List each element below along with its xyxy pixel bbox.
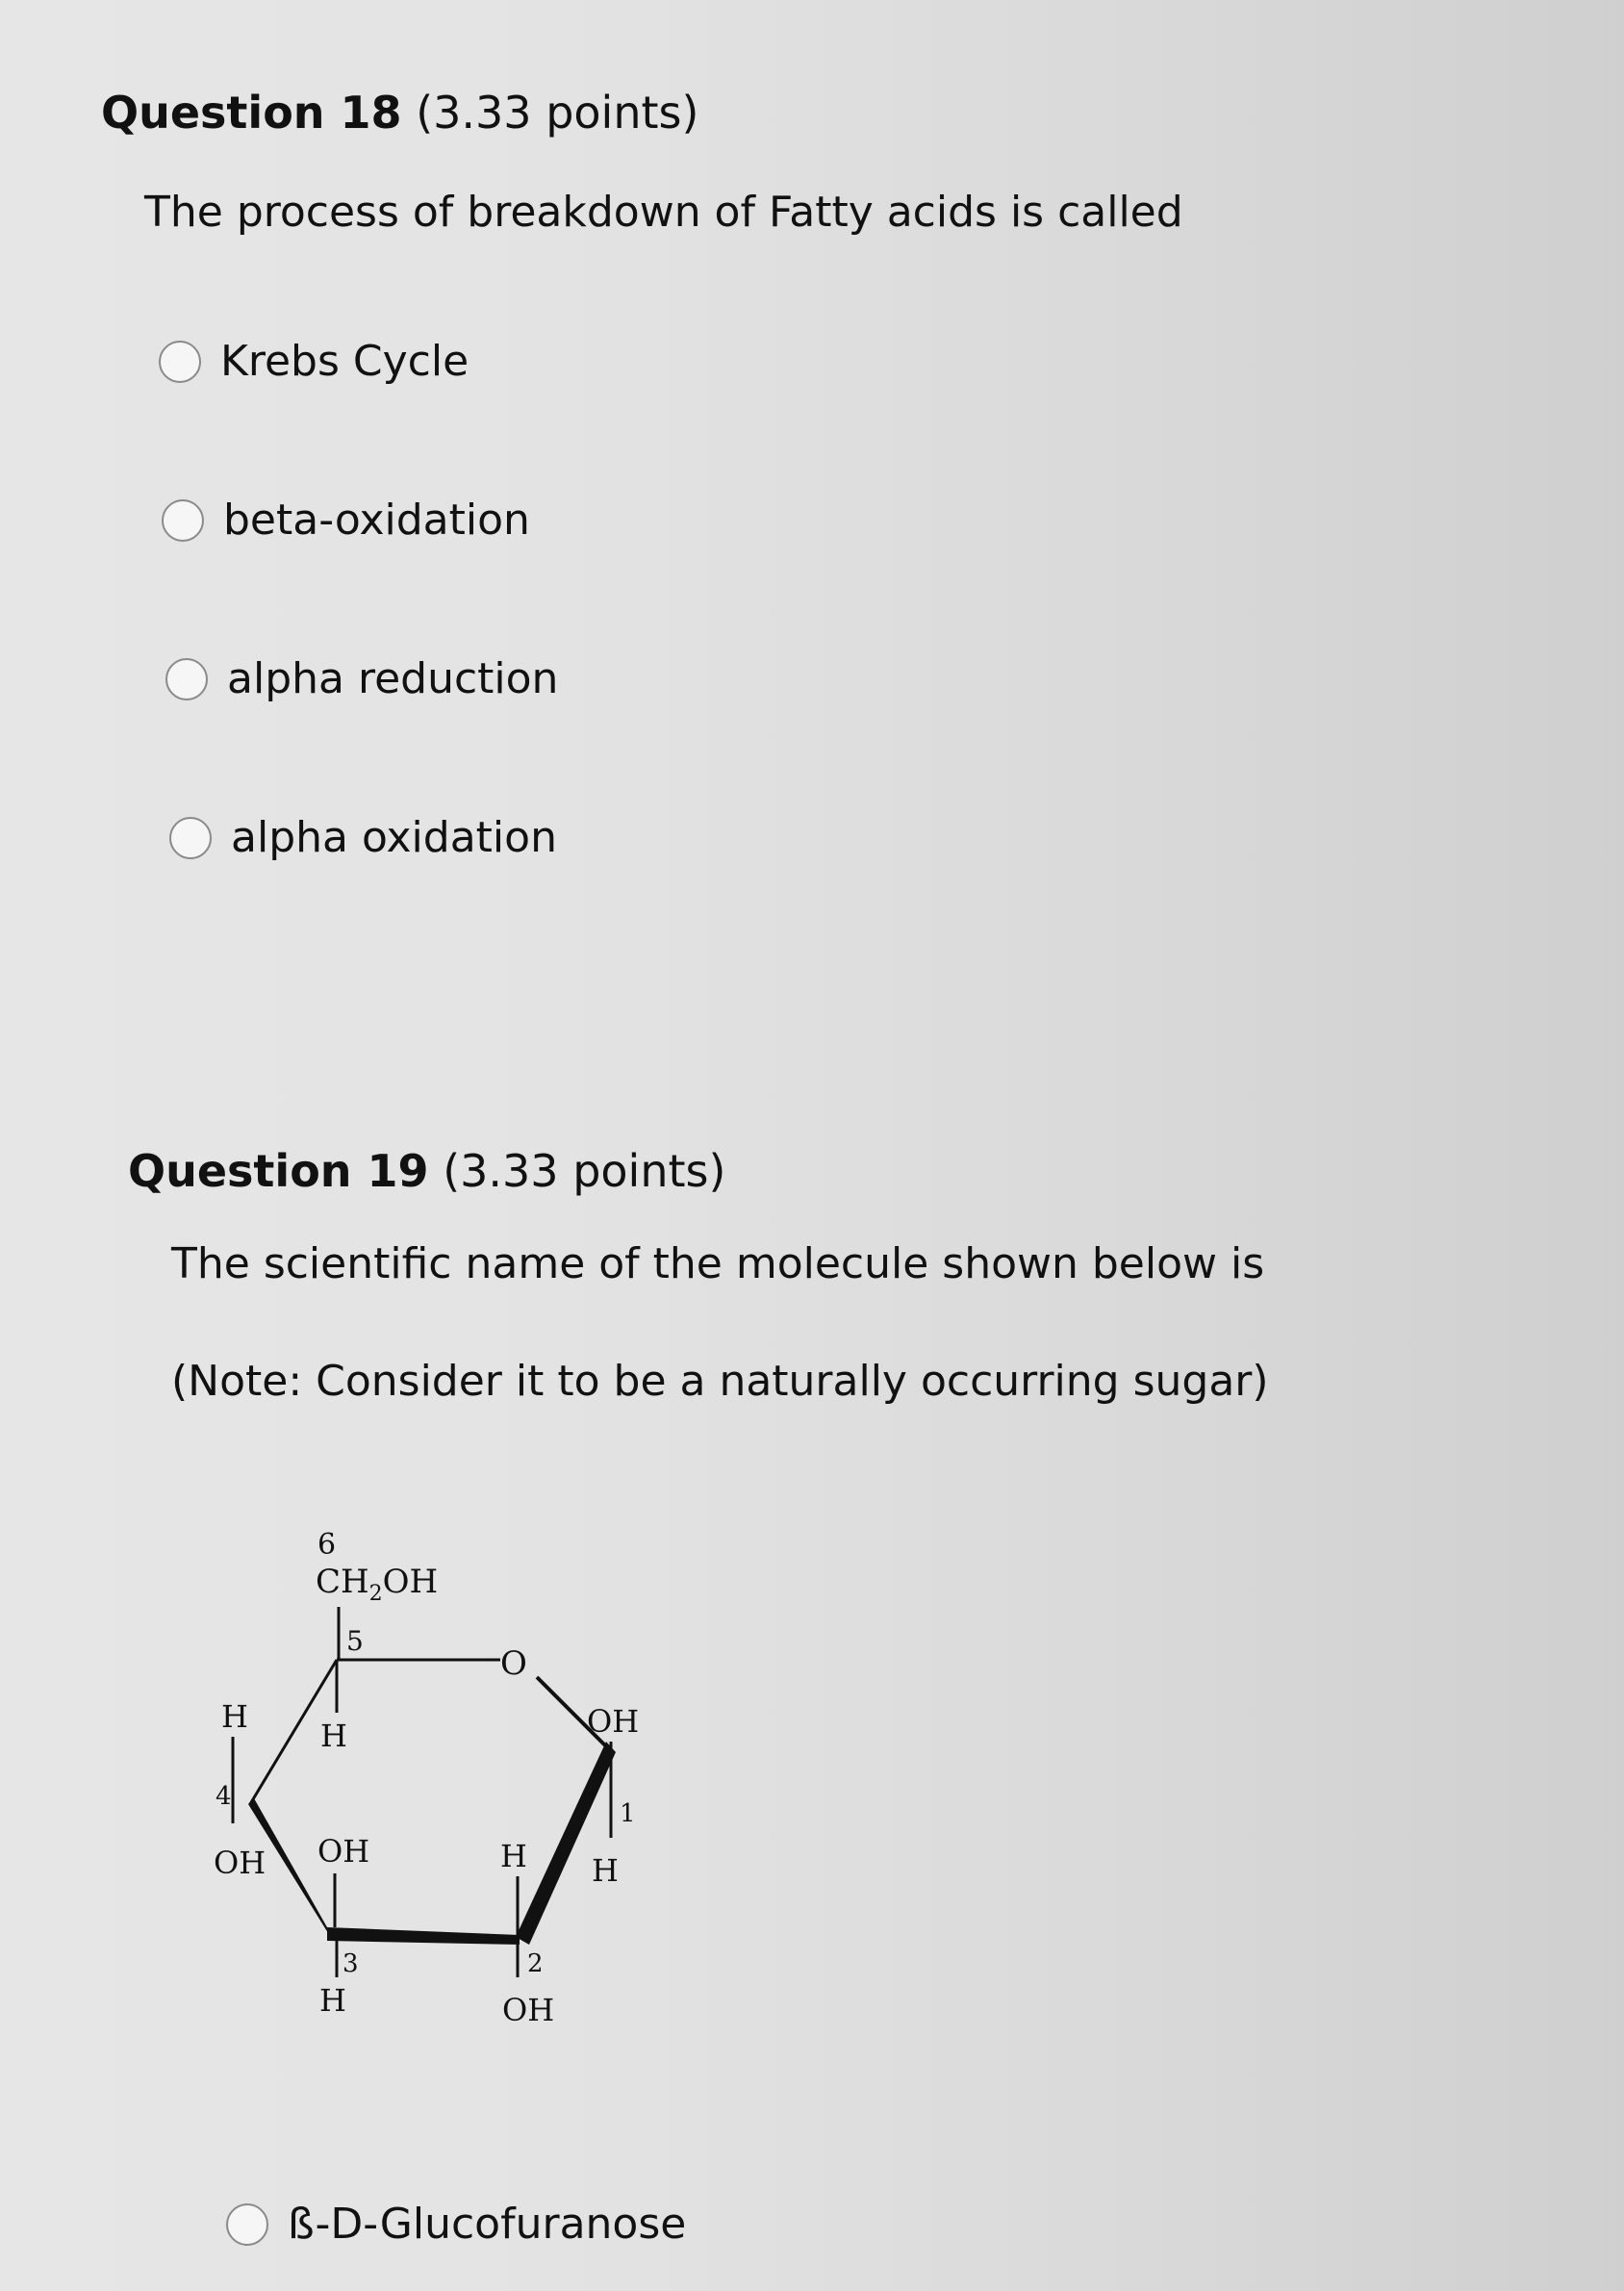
question-19-note: (Note: Consider it to be a naturally occurring sugar) — [171, 1357, 1269, 1406]
carbon-3-number: 3 — [343, 1949, 359, 1978]
q18-option-beta-oxidation[interactable] — [162, 496, 530, 545]
question-18-prompt: The process of breakdown of Fatty acids is called — [144, 188, 1183, 237]
q18-option-alpha-oxidation[interactable] — [169, 813, 557, 862]
q18-option-krebs-cycle[interactable] — [159, 337, 469, 386]
question-19-prompt: The scientific name of the molecule shown below is — [171, 1239, 1265, 1288]
c1-hydroxyl: OH — [587, 1703, 640, 1740]
carbon-6-number: 6 — [317, 1528, 337, 1562]
option-label: beta-oxidation — [223, 496, 530, 545]
question-19-number: Question 19 — [128, 1145, 429, 1197]
ring-bond-c1-c2 — [516, 1742, 616, 1945]
c5-hydrogen: H — [320, 1718, 347, 1754]
carbon-5-number: 5 — [346, 1625, 364, 1657]
c2-hydroxyl: OH — [502, 1992, 555, 2028]
carbon-1-number: 1 — [620, 1799, 636, 1828]
radio-button[interactable] — [159, 341, 201, 383]
radio-button[interactable] — [162, 499, 204, 542]
ring-bond-c2-c3 — [327, 1927, 520, 1945]
radio-button[interactable] — [165, 658, 208, 700]
ring-oxygen: O — [500, 1644, 527, 1683]
question-18-number: Question 18 — [101, 87, 402, 139]
radio-button[interactable] — [169, 817, 212, 859]
carbon-2-number: 2 — [527, 1949, 544, 1978]
carbon-4-number: 4 — [216, 1782, 232, 1811]
question-18-points: (3.33 points) — [401, 87, 699, 139]
option-label: Krebs Cycle — [220, 337, 469, 386]
option-label: alpha reduction — [227, 654, 559, 703]
question-19-points: (3.33 points) — [428, 1145, 726, 1197]
question-19-title — [128, 1145, 725, 1197]
c4-hydroxyl: OH — [214, 1845, 266, 1881]
question-18-title — [101, 87, 698, 139]
c3-hydroxyl: OH — [317, 1833, 370, 1870]
option-label: alpha oxidation — [231, 813, 557, 862]
haworth-projection-diagram — [212, 1515, 712, 2054]
ch2oh-group: $CH_2OH$ — [316, 1563, 439, 1606]
c4-hydrogen: H — [221, 1698, 248, 1735]
q19-option-b-d-glucofuranose[interactable] — [226, 2200, 686, 2249]
c3-hydrogen: H — [319, 1982, 346, 2019]
option-label: ß-D-Glucofuranose — [288, 2200, 687, 2249]
c2-hydrogen: H — [500, 1838, 527, 1874]
q18-option-alpha-reduction[interactable] — [165, 654, 558, 703]
radio-button[interactable] — [226, 2203, 268, 2246]
c1-hydrogen: H — [592, 1852, 619, 1889]
